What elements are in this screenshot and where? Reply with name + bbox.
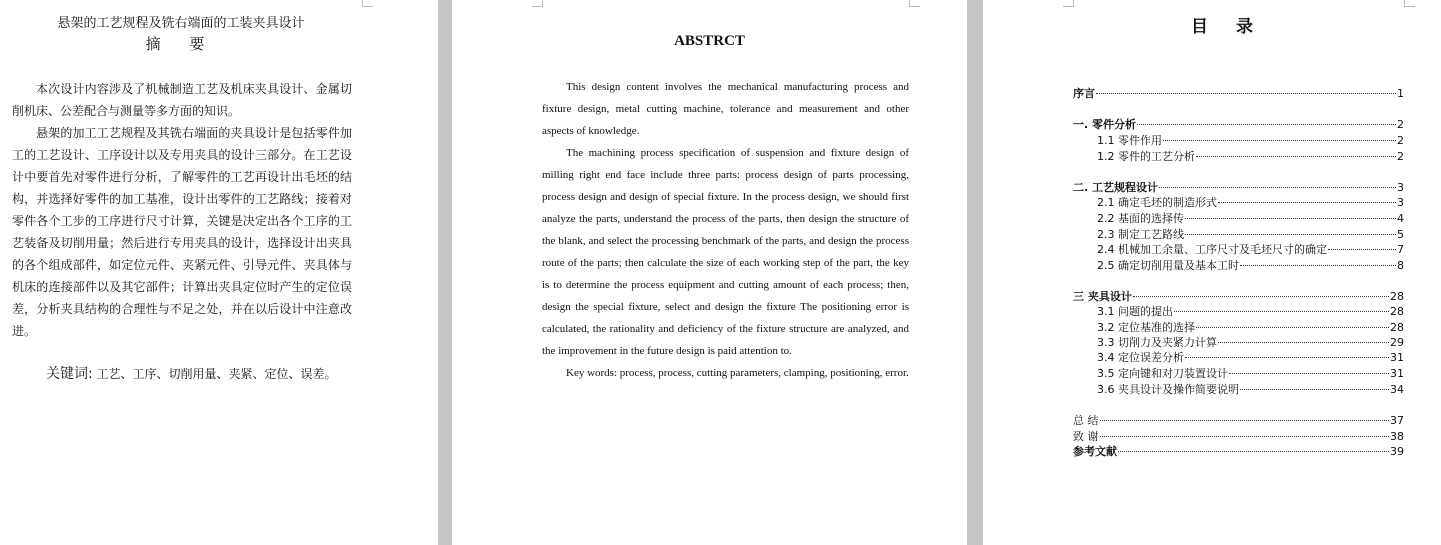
keywords-label: 关键词: <box>46 366 93 382</box>
toc-entry[interactable]: 3.1 问题的提出 28 <box>1097 305 1404 318</box>
abstract-page-chinese <box>0 0 438 545</box>
abstract-body-english <box>542 76 909 384</box>
toc-entry[interactable]: 2.1 确定毛坯的制造形式 3 <box>1097 196 1404 209</box>
abstract-paragraph: 本次设计内容涉及了机械制造工艺及机床夹具设计、金属切削机床、公差配合与测量等多方面的知识。 <box>12 82 352 118</box>
abstract-paragraph: Key words: process, process, cutting parameters, clamping, positioning, error. <box>566 367 909 379</box>
toc-entry[interactable]: 二. 工艺规程设计 3 <box>1073 181 1404 194</box>
toc-entry[interactable]: 序言 1 <box>1073 87 1404 100</box>
toc-entry[interactable]: 2.3 制定工艺路线 5 <box>1097 228 1404 241</box>
toc-entry[interactable]: 1.1 零件作用 2 <box>1097 134 1404 147</box>
abstract-title-english: ABSTRCT <box>674 33 745 49</box>
table-of-contents-page <box>983 0 1441 545</box>
abstract-body <box>12 78 352 342</box>
toc-entry[interactable]: 1.2 零件的工艺分析 2 <box>1097 150 1404 163</box>
keywords-line <box>46 363 337 383</box>
toc-title: 目录 <box>1191 17 1281 37</box>
toc-entry[interactable]: 2.2 基面的选择传 4 <box>1097 212 1404 225</box>
abstract-heading: 摘 要 <box>145 35 217 53</box>
abstract-paragraph: 悬架的加工工艺规程及其铣右端面的夹具设计是包括零件加工的工艺设计、工序设计以及专用夹具的设计三部分。在工艺设计中要首先对零件进行分析，了解零件的工艺再设计出毛坯的结构，并选择好零件的加工基准，设计出零件的工艺路线；接着对零件各个工步的工序进行尺寸计算，关键是决定出各个工序的工艺装备及切削用量；然后进行专用夹具的设计，选择设计出夹具的各个组成部件，如定位元件、夹紧元件、引导元件、夹具体与机床的连接部件以及其它部件；计算出夹具定位时产生的定位误差，分析夹具结构的合理性与不足之处，并在以后设计中注意改进。 <box>12 126 352 338</box>
toc-entry[interactable]: 总 结 37 <box>1073 414 1404 427</box>
crop-mark <box>909 0 920 7</box>
crop-mark <box>362 0 373 7</box>
crop-mark <box>532 0 543 7</box>
toc-entry[interactable]: 致 谢 38 <box>1073 430 1404 443</box>
abstract-paragraph: This design content involves the mechanical manufacturing process and fixture design, metal cutting machine, tolerance and measurement and other aspects of knowledge. <box>542 81 909 137</box>
toc-entry[interactable]: 一. 零件分析 2 <box>1073 118 1404 131</box>
abstract-page-english <box>452 0 967 545</box>
crop-mark <box>1404 0 1415 7</box>
toc-entry[interactable]: 2.4 机械加工余量、工序尺寸及毛坯尺寸的确定 7 <box>1097 243 1404 256</box>
abstract-paragraph: The machining process specification of suspension and fixture design of milling right end face include three parts: process design of parts processing, process design and design of special fixture. In the process design, we should first analyze the parts, understand the process of the parts, then design the structure of the blank, and select the processing benchmark of the parts, and design the process route of the parts; then calculate the size of each working step of the part, the key is to determine the process equipment and cutting amount of each process; then, design the special fixture, select and design the fixture The positioning error is calculated, the rationality and deficiency of the fixture structure are analyzed, and the improvement in the future design is paid attention to. <box>542 147 909 357</box>
thesis-title: 悬架的工艺规程及铣右端面的工装夹具设计 <box>57 16 305 31</box>
toc-entry[interactable]: 3.6 夹具设计及操作简要说明 34 <box>1097 383 1404 396</box>
toc-entry[interactable]: 三 夹具设计 28 <box>1073 290 1404 303</box>
toc-entry[interactable]: 3.2 定位基准的选择 28 <box>1097 321 1404 334</box>
crop-mark <box>1063 0 1074 7</box>
toc-entry[interactable]: 3.4 定位误差分析 31 <box>1097 351 1404 364</box>
toc-entry[interactable]: 3.5 定向键和对刀装置设计 31 <box>1097 367 1404 380</box>
toc-entry[interactable]: 参考文献 39 <box>1073 445 1404 458</box>
toc-entry[interactable]: 2.5 确定切削用量及基本工时 8 <box>1097 259 1404 272</box>
toc-entry[interactable]: 3.3 切削力及夹紧力计算 29 <box>1097 336 1404 349</box>
keywords-text: 工艺、工序、切削用量、夹紧、定位、误差。 <box>96 367 337 381</box>
